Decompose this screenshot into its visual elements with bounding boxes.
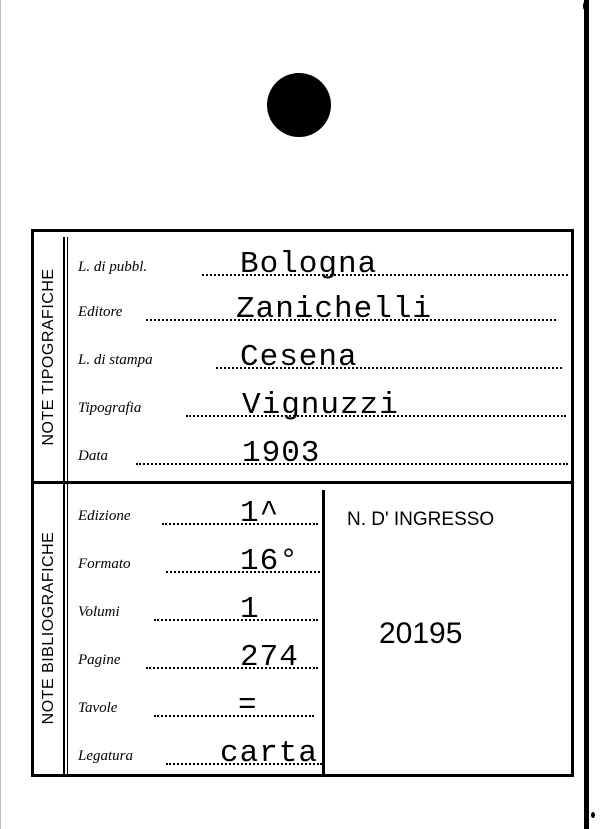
field-label: Volumi [78,604,120,620]
field-value: 16° [240,544,299,579]
section-divider [31,481,574,484]
field-tipografia [78,389,566,423]
field-label: Formato [78,556,131,572]
field-editore [78,293,556,327]
field-label: Tavole [78,700,118,716]
field-volumi [78,593,318,627]
field-value: 1903 [242,436,321,471]
field-luogo-stampa [78,341,562,375]
field-value: Zanichelli [236,292,433,327]
field-label: Editore [78,304,123,320]
field-label: Legatura [78,748,134,764]
card-left-edge [0,0,1,829]
field-value: 1^ [240,496,280,531]
field-value: = [238,688,258,723]
field-value: Bologna [240,247,378,282]
field-label: Pagine [78,652,121,668]
ingresso-number: 20195 [379,617,463,650]
dotted-line [136,463,568,465]
card-right-edge [584,0,589,829]
field-label: Edizione [78,508,131,524]
ingresso-label: N. D' INGRESSO [347,509,495,530]
note-bibliografiche-label: NOTE BIBLIOGRAFICHE [40,531,57,725]
scan-speck [583,2,586,10]
field-formato [78,545,320,579]
punch-hole [267,73,331,137]
ingresso-divider [322,490,325,774]
field-value: 1 [240,592,260,627]
field-label: Data [78,448,108,464]
field-data [78,437,568,471]
field-legatura [78,737,322,771]
note-tipografiche-label: NOTE TIPOGRAFICHE [40,268,57,446]
field-value: 274 [240,640,299,675]
field-luogo-pubblicazione [78,248,568,282]
label-rule-inner [67,237,68,774]
field-value: carta [220,736,319,771]
field-value: Cesena [240,340,358,375]
dotted-line [154,619,318,621]
field-pagine [78,641,318,675]
field-label: L. di pubbl. [78,259,148,275]
label-rule-outer [63,237,65,774]
dotted-line [154,715,314,717]
scan-speck [591,812,595,818]
field-label: Tipografia [78,400,142,416]
field-label: L. di stampa [78,352,153,368]
field-edizione [78,497,318,531]
field-tavole [78,689,314,723]
field-value: Vignuzzi [242,388,399,423]
